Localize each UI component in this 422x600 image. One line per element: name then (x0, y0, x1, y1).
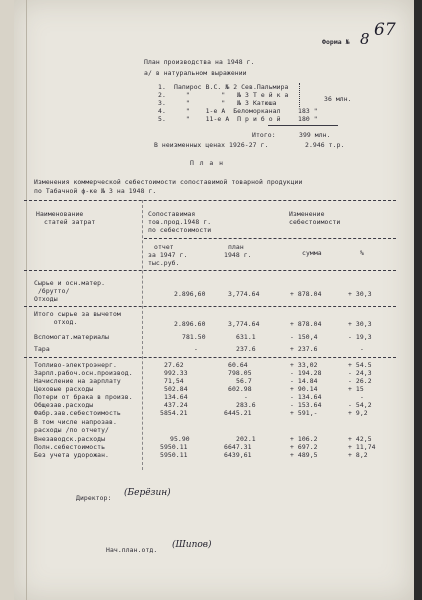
cell-pct: + 9,2 (348, 409, 368, 417)
cell-pct: - (360, 345, 364, 353)
cell-plan: 202.1 (236, 435, 256, 443)
row-name: Отходы (34, 295, 58, 303)
fixed-prices-label: В неизменных ценах 1926-27 г. (154, 141, 269, 149)
cell-plan: 631.1 (236, 333, 256, 341)
row-name: расходы /по отчету/ (34, 426, 110, 434)
row-name: отход. (34, 318, 78, 326)
plan-row-no: 4. (158, 107, 166, 115)
document-page (14, 0, 414, 600)
cell-pct: - (360, 393, 364, 401)
cell-sum: + 106.2 (290, 435, 318, 443)
cell-plan: 798.05 (228, 369, 252, 377)
cell-report: 502.84 (164, 385, 188, 393)
cell-report: - (194, 345, 198, 353)
cell-pct: + 30,3 (348, 290, 372, 298)
director-label: Директор: (76, 494, 112, 502)
cell-plan: 60.64 (228, 361, 248, 369)
cell-report: 2.896.60 (174, 320, 206, 328)
plan-title: План производства на 1948 г. (144, 58, 255, 66)
cell-pct: + 30,3 (348, 320, 372, 328)
cell-sum: - 134.64 (290, 393, 322, 401)
plan-row-no: 5. (158, 115, 166, 123)
row-name: Полн.себестоимость (34, 443, 106, 451)
plan-row-name: " " № 3 Катюша (174, 99, 277, 107)
cell-plan: 3,774.64 (228, 290, 260, 298)
plan-row-name: Папирос В.С. № 2 Сев.Пальмира (174, 83, 289, 91)
cell-pct: - 19,3 (348, 333, 372, 341)
section-title: П л а н (190, 159, 224, 167)
cell-sum: + 878.04 (290, 290, 322, 298)
table-head-rule (24, 270, 396, 271)
plan-row-no: 3. (158, 99, 166, 107)
plan-row-no: 1. (158, 83, 166, 91)
planning-head-label: Нач.план.отд. (106, 546, 158, 554)
plan-row-qty: 36 млн. (324, 95, 352, 103)
row-name: Вспомогат.материалы (34, 333, 110, 341)
total-rule (268, 125, 338, 126)
column-head-change: Изменение (289, 210, 325, 218)
column-head-change: себестоимости (289, 218, 341, 226)
column-head-comparable: по себестоимости (148, 226, 212, 234)
cell-plan: 6439,61 (224, 451, 252, 459)
cell-report: 992.33 (164, 369, 188, 377)
cell-plan: 237.6 (236, 345, 256, 353)
cell-report: 437.24 (164, 401, 188, 409)
cell-report: 5854.21 (160, 409, 188, 417)
cell-plan: 602.98 (228, 385, 252, 393)
form-number-handwritten: 8 (360, 30, 370, 48)
plan-row-no: 2. (158, 91, 166, 99)
cell-sum: - 150,4 (290, 333, 318, 341)
column-head-report: тыс.руб. (148, 259, 180, 267)
table-top-rule (24, 200, 396, 201)
cell-pct: + 15 (348, 385, 364, 393)
cell-sum: + 237.6 (290, 345, 318, 353)
cell-report: 71,54 (164, 377, 184, 385)
form-label: Форма № (322, 38, 354, 46)
margin-rule (26, 0, 27, 600)
row-name: Сырье и осн.матер. (34, 279, 106, 287)
cell-pct: + 54.5 (348, 361, 372, 369)
cell-report: 5950.11 (160, 443, 188, 451)
cell-sum: - 194.28 (290, 369, 322, 377)
plan-subtitle: а/ в натуральном выражении (144, 69, 247, 77)
row-rule (24, 306, 396, 307)
row-name: Топливо-электроэнерг. (34, 361, 117, 369)
cell-sum: + 33,02 (290, 361, 318, 369)
row-name: Зарпл.рабоч.осн.производ. (34, 369, 133, 377)
cell-plan: 56.7 (236, 377, 252, 385)
column-divider (142, 200, 143, 470)
column-head-sum: сумма (302, 249, 322, 257)
cell-sum: + 489,5 (290, 451, 318, 459)
description-line: по Табачной ф-ке № 3 на 1948 г. (34, 187, 157, 195)
row-name: Итого сырье за вычетом (34, 310, 121, 318)
cell-report: 5950.11 (160, 451, 188, 459)
cell-sum: + 697.2 (290, 443, 318, 451)
plan-row-name: " " № 3 Т е й к а (174, 91, 289, 99)
column-head-items: Наименование (36, 210, 84, 218)
cell-pct: + 11,74 (348, 443, 376, 451)
cell-plan: 283.6 (236, 401, 256, 409)
plan-row-name: " 11-е А П р и б о й (174, 115, 281, 123)
cell-pct: + 8,2 (348, 451, 368, 459)
planning-head-signature: (Шипов) (172, 540, 212, 550)
cell-sum: - 153.64 (290, 401, 322, 409)
row-name: Потери от брака в произв. (34, 393, 133, 401)
row-name: Тара (34, 345, 50, 353)
cell-report: 2.896,60 (174, 290, 206, 298)
cell-plan: - (244, 393, 248, 401)
cell-pct: - 24,3 (348, 369, 372, 377)
cell-sum: + 878.04 (290, 320, 322, 328)
page-number-handwritten: 67 (374, 20, 396, 40)
column-head-comparable: тов.прод.1948 г. (148, 218, 212, 226)
row-name: Без учета удорожан. (34, 451, 110, 459)
plan-row-qty: 183 " (298, 107, 318, 115)
column-head-pct: % (360, 249, 364, 257)
cell-plan: 6445.21 (224, 409, 252, 417)
subhead-rule (144, 238, 396, 239)
cell-report: 95.90 (170, 435, 190, 443)
row-name: В том числе напрозав. (34, 418, 117, 426)
total-label: Итого: (252, 131, 276, 139)
column-head-items: статей затрат (44, 218, 96, 226)
column-head-report: за 1947 г. (148, 251, 188, 259)
cell-pct: - 54,2 (348, 401, 372, 409)
cell-sum: + 90.14 (290, 385, 318, 393)
column-head-plan: 1948 г. (224, 251, 252, 259)
row-name: /брутто/ (34, 287, 70, 295)
brace-mark (299, 83, 300, 107)
column-head-comparable: Сопоставимая (148, 210, 196, 218)
plan-row-name: " 1-е А Беломорканал (174, 107, 281, 115)
cell-report: 781.50 (182, 333, 206, 341)
cell-plan: 6647.31 (224, 443, 252, 451)
total-value: 399 млн. (299, 131, 331, 139)
row-name: Внезаводск.расходы (34, 435, 106, 443)
row-name: Цеховые расходы (34, 385, 94, 393)
row-name: Общезав.расходы (34, 401, 94, 409)
column-head-plan: план (228, 243, 244, 251)
director-signature: (Берёзин) (124, 488, 171, 498)
cell-pct: - 26.2 (348, 377, 372, 385)
cell-report: 134.64 (164, 393, 188, 401)
cell-report: 27.62 (164, 361, 184, 369)
row-name: Начисление на зарплату (34, 377, 121, 385)
description-line: Изменения коммерческой себестоимости сопоставимой товарной продукции (34, 178, 303, 186)
cell-plan: 3,774.64 (228, 320, 260, 328)
column-head-report: отчет (154, 243, 174, 251)
row-rule (24, 357, 396, 358)
cell-pct: + 42,5 (348, 435, 372, 443)
fixed-prices-value: 2.946 т.р. (305, 141, 345, 149)
plan-row-qty: 180 " (298, 115, 318, 123)
cell-sum: - 14.84 (290, 377, 318, 385)
row-name: Фабр.зав.себестоимость (34, 409, 121, 417)
binding-edge (0, 0, 14, 600)
cell-sum: + 591,- (290, 409, 318, 417)
